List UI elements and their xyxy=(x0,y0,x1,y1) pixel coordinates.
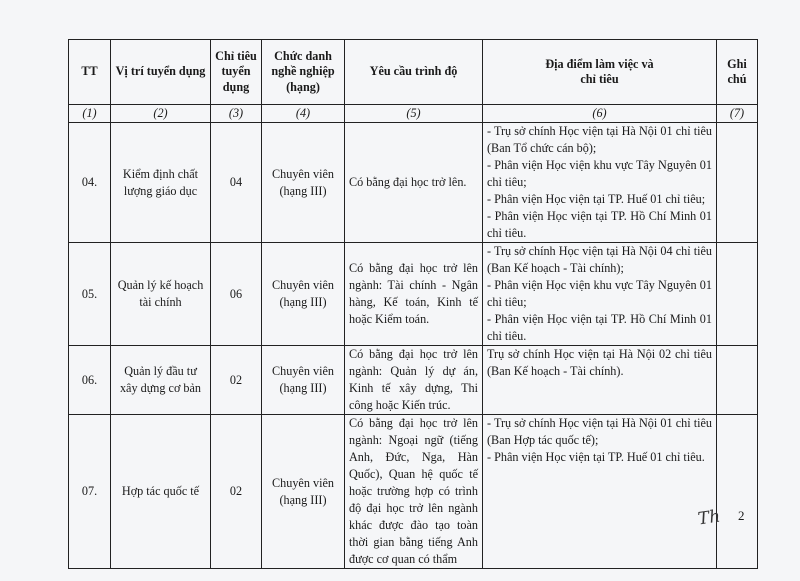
location-line: - Phân viện Học viện tại TP. Hồ Chí Minh 01 chỉ tiêu. xyxy=(487,312,712,343)
row-requirement: Có bằng đại học trở lên ngành: Tài chính - Ngân hàng, Kế toán, Kinh tế hoặc Kiểm toán. xyxy=(345,243,483,346)
row-requirement: Có bằng đại học trở lên ngành: Quản lý dự án, Kinh tế xây dựng, Thi công hoặc Kiến trúc. xyxy=(345,346,483,415)
header-tt: TT xyxy=(69,40,111,105)
handwritten-initials: Th xyxy=(696,506,722,530)
table-row xyxy=(69,415,758,569)
header-row xyxy=(69,40,758,105)
column-index-row xyxy=(69,105,758,123)
column-index: (4) xyxy=(262,105,345,123)
header-quota: Chỉ tiêu tuyển dụng xyxy=(211,40,262,105)
row-title: Chuyên viên (hạng III) xyxy=(262,415,345,569)
row-location xyxy=(483,243,717,346)
table-row xyxy=(69,243,758,346)
row-note xyxy=(717,243,758,346)
location-line: Trụ sở chính Học viện tại Hà Nội 02 chỉ tiêu (Ban Kế hoạch - Tài chính). xyxy=(487,347,712,378)
location-line: - Phân viện Học viện tại TP. Huế 01 chỉ tiêu; xyxy=(487,192,706,206)
table-row xyxy=(69,346,758,415)
table-row xyxy=(69,123,758,243)
header-requirement: Yêu cầu trình độ xyxy=(345,40,483,105)
row-requirement: Có bằng đại học trở lên. xyxy=(345,123,483,243)
row-title: Chuyên viên (hạng III) xyxy=(262,123,345,243)
row-position: Quản lý đầu tư xây dựng cơ bản xyxy=(111,346,211,415)
row-title: Chuyên viên (hạng III) xyxy=(262,243,345,346)
page-number: 2 xyxy=(738,508,745,523)
row-quota: 02 xyxy=(211,415,262,569)
recruitment-table xyxy=(68,39,758,569)
row-title: Chuyên viên (hạng III) xyxy=(262,346,345,415)
column-index: (7) xyxy=(717,105,758,123)
column-index: (3) xyxy=(211,105,262,123)
row-location xyxy=(483,346,717,415)
row-tt: 04. xyxy=(69,123,111,243)
row-tt: 05. xyxy=(69,243,111,346)
header-note: Ghi chú xyxy=(717,40,758,105)
location-line: - Phân viện Học viện tại TP. Hồ Chí Minh 01 chỉ tiêu. xyxy=(487,209,712,240)
location-line: - Trụ sở chính Học viện tại Hà Nội 01 chỉ tiêu (Ban Hợp tác quốc tế); xyxy=(487,416,712,447)
row-position: Hợp tác quốc tế xyxy=(111,415,211,569)
row-note xyxy=(717,415,758,569)
row-quota: 02 xyxy=(211,346,262,415)
column-index: (1) xyxy=(69,105,111,123)
header-title: Chức danh nghề nghiệp (hạng) xyxy=(262,40,345,105)
column-index: (6) xyxy=(483,105,717,123)
location-line: - Trụ sở chính Học viện tại Hà Nội 01 chỉ tiêu (Ban Tổ chức cán bộ); xyxy=(487,124,712,155)
location-line: - Phân viện Học viện tại TP. Huế 01 chỉ tiêu. xyxy=(487,450,705,464)
row-note xyxy=(717,346,758,415)
location-line: - Phân viện Học viện khu vực Tây Nguyên 01 chỉ tiêu; xyxy=(487,278,712,309)
column-index: (5) xyxy=(345,105,483,123)
header-position: Vị trí tuyển dụng xyxy=(111,40,211,105)
location-line: - Trụ sở chính Học viện tại Hà Nội 04 chỉ tiêu (Ban Kế hoạch - Tài chính); xyxy=(487,244,712,275)
row-location xyxy=(483,123,717,243)
location-line: - Phân viện Học viện khu vực Tây Nguyên 01 chỉ tiêu; xyxy=(487,158,712,189)
header-location: Địa điểm làm việc và chỉ tiêu xyxy=(483,40,717,105)
column-index: (2) xyxy=(111,105,211,123)
row-location xyxy=(483,415,717,569)
row-requirement: Có bằng đại học trở lên ngành: Ngoại ngữ (tiếng Anh, Đức, Nga, Hàn Quốc), Quan hệ quốc tế hoặc trường hợp có trình độ đại học trở lên ngành khác được đào tạo toàn thời gian bằng tiếng Anh được cơ quan có thẩm xyxy=(345,415,483,569)
row-tt: 06. xyxy=(69,346,111,415)
row-note xyxy=(717,123,758,243)
row-position: Kiểm định chất lượng giáo dục xyxy=(111,123,211,243)
row-position: Quản lý kế hoạch tài chính xyxy=(111,243,211,346)
row-quota: 04 xyxy=(211,123,262,243)
row-quota: 06 xyxy=(211,243,262,346)
row-tt: 07. xyxy=(69,415,111,569)
